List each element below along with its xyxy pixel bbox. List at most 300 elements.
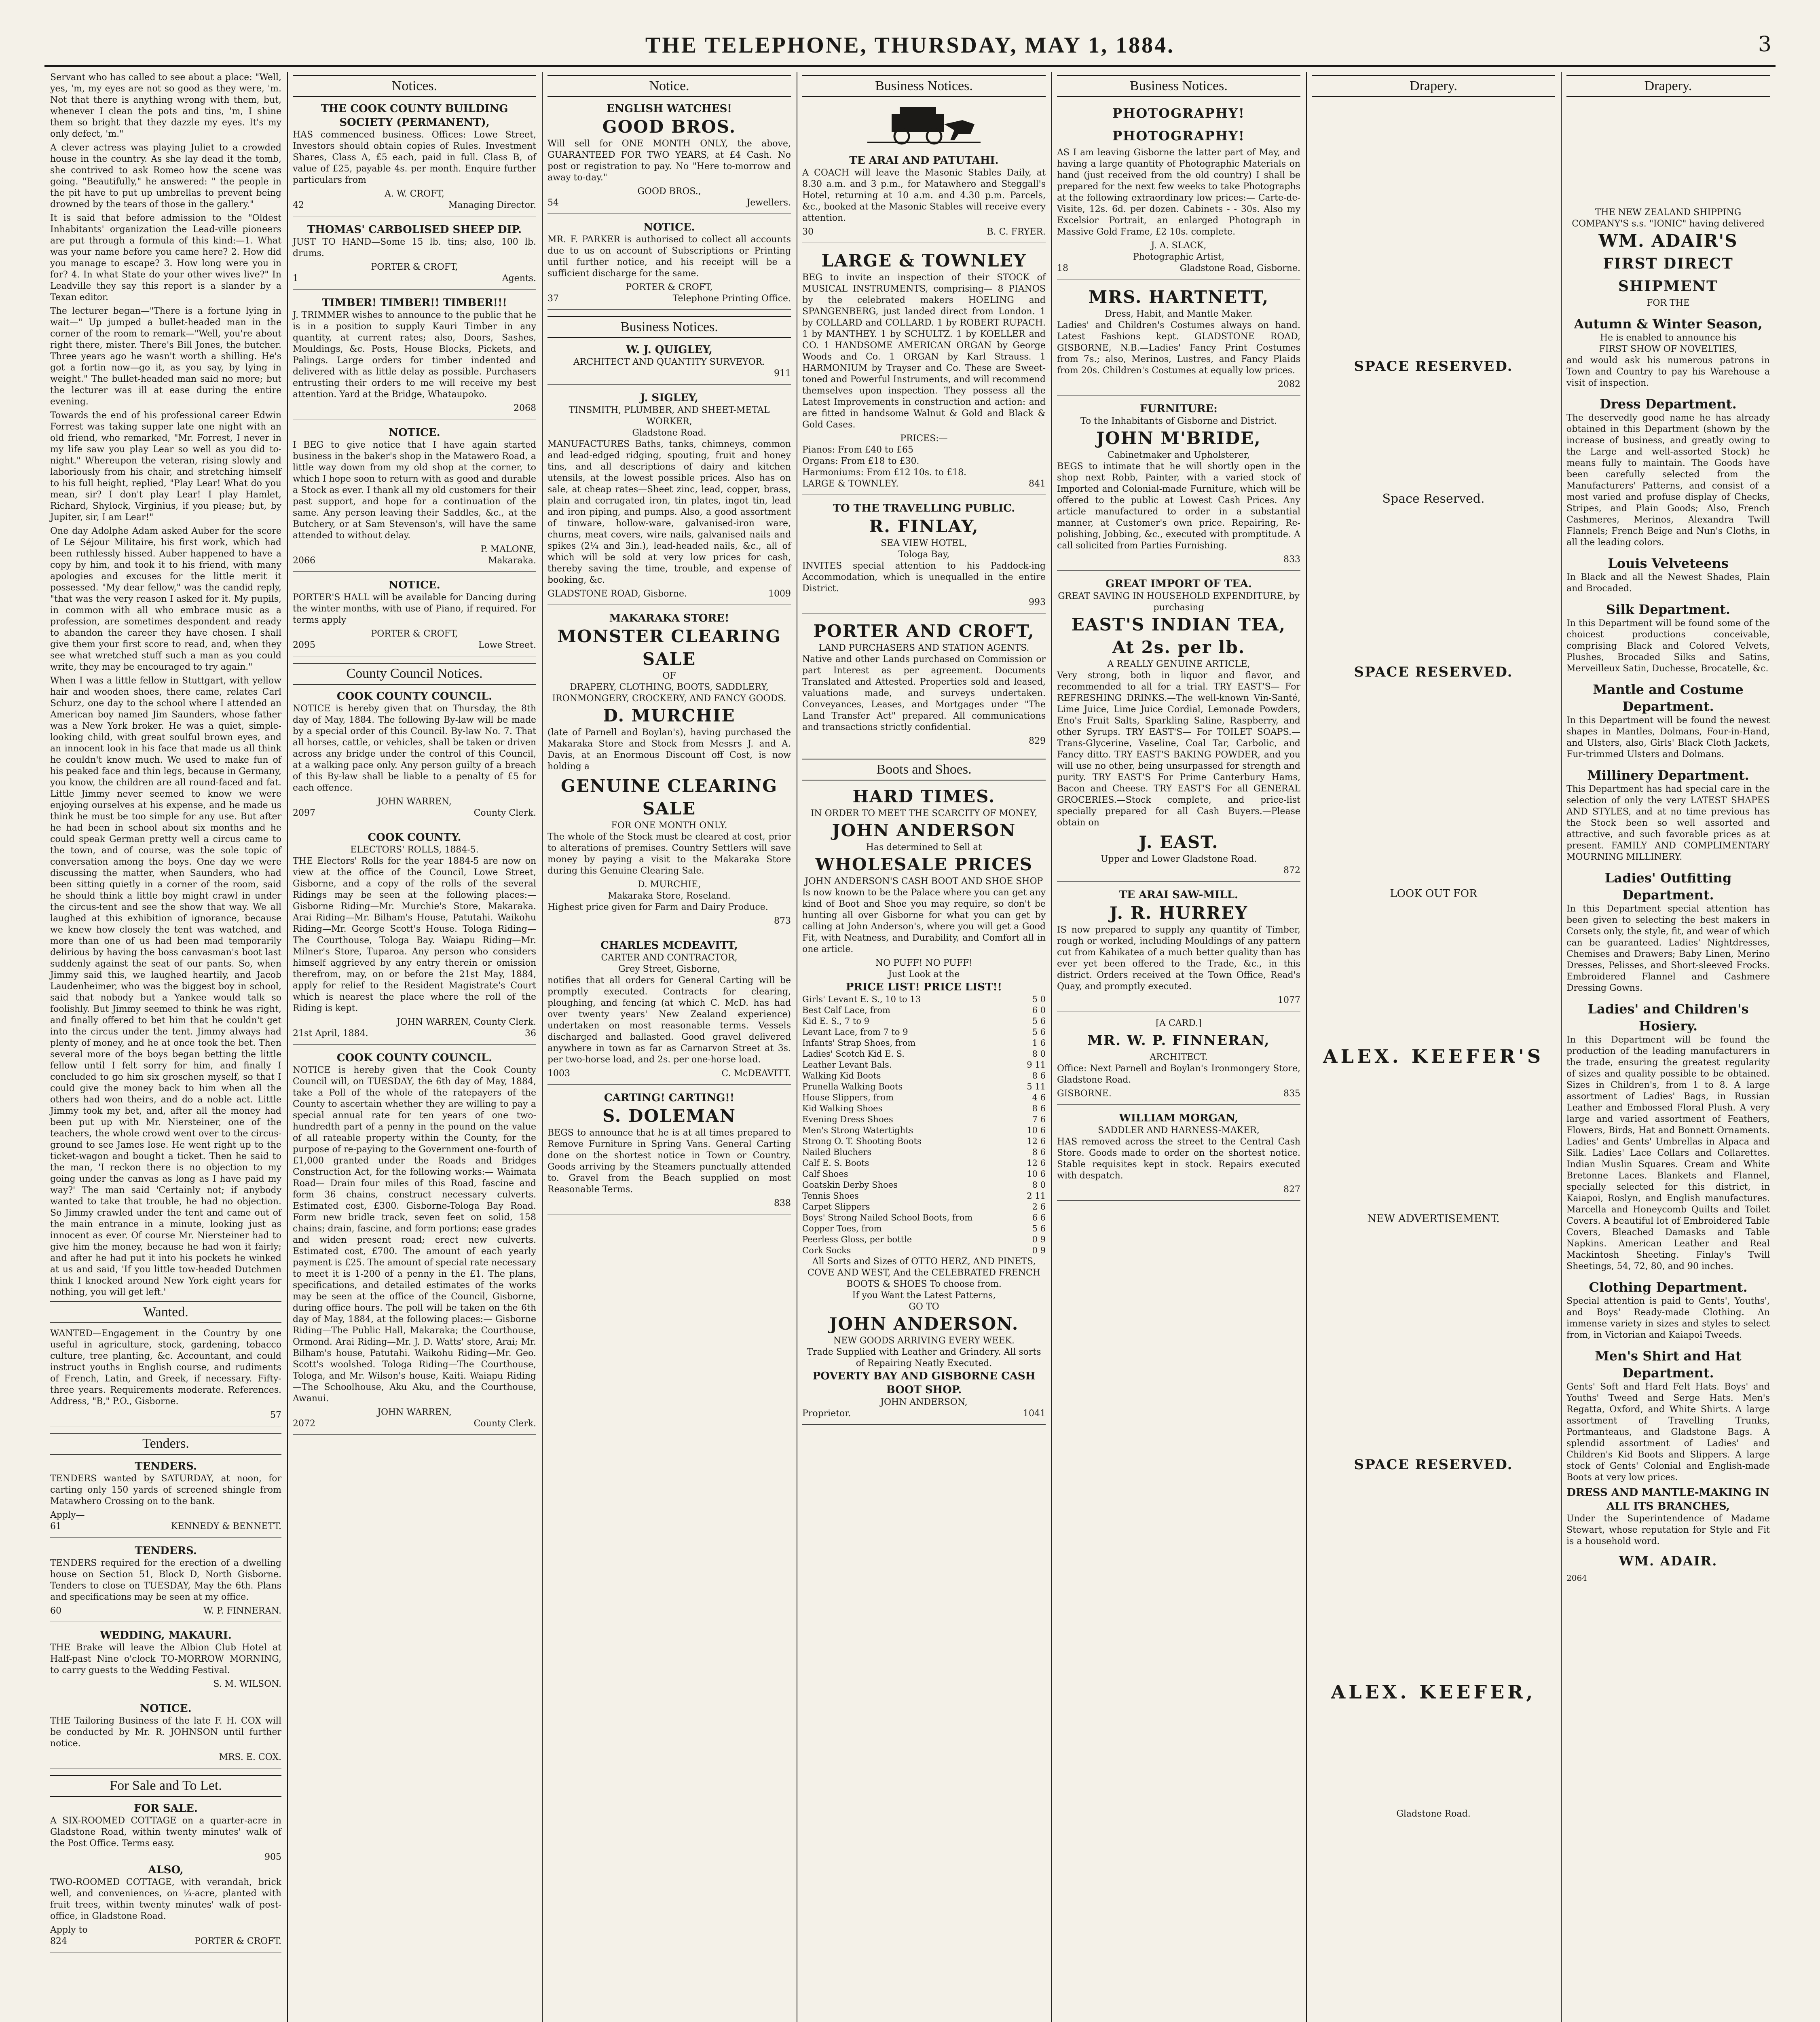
ad-number: 60 <box>50 1606 61 1616</box>
ad-signature: PORTER & CROFT, <box>626 282 713 292</box>
ad-list: DRAPERY, CLOTHING, BOOTS, SADDLERY, IRONMONGERY, CROCKERY, AND FANCY GOODS. <box>552 682 786 704</box>
ad-text: Is now known to be the Palace where you can get any kind of Boot and Shoe you may require, so don't be hunting all over Gisborne for what you can get by calling at John Anderson's, where you will get a Good Fit, with Neatness, and Durability, and Comfort all in one article. <box>802 888 1046 954</box>
ad-number: 1 <box>293 273 298 283</box>
dept-text: In this Department will be found some of the choicest productions conceivable, comprising Black and Colored Velvets, Plushes, Brocaded Silks and Satins, Merveilleux Satin, Duchesse, Brocatelle, &c. <box>1566 618 1770 674</box>
ad-text: BEG to invite an inspection of their STOCK of MUSICAL INSTRUMENTS, comprising— 8 PIANOS by the celebrated makers HOELING and SPANGENBERG, just landed direct from London. 1 by COLLARD and COLLARD. 1 by ROBERT RUPACH. 1 by MANTHEY. 1 by SCHULTZ. 1 by KOELLER and CO. 1 HANDSOME AMERICAN ORGAN by George Woods and Co. 1 ORGAN by Karl Strauss. 1 HARMONIUM by Trayser and Co. These are Sweet-toned and Powerful Instruments, and will recommend themselves upon inspection. They possess all the Latest Improvements in construction and action: and are fitted in handsome Walnut & Gold and Black & Gold Cases. <box>802 273 1046 430</box>
ad-subheading: SADDLER AND HARNESS-MAKER, <box>1098 1125 1260 1136</box>
paragraph: One day Adolphe Adam asked Auber for the score of Le Séjour Militaire, his first work, which had been ruthlessly hissed. Auber happened to have a copy by him, and took it to his friend, with many apologies and excuses for the little merit it possessed. "My dear fellow," was the candid reply, "that was the very reason I asked for it. My pupils, in common with all who embrace music as a profession, are sometimes despondent and ready to abandon the career they have chosen. I shall give them your first score to read, and, when they see what wretched stuff such a man as you could write, they may be encouraged to try again." <box>50 526 281 672</box>
section-header-business: Business Notices. <box>802 75 1046 97</box>
ad-anderson <box>802 785 1046 1425</box>
list-item: Evening Dress Shoes 7 6 <box>802 1115 1046 1124</box>
ad-signature: JOHN WARREN, <box>377 1407 452 1417</box>
list-item: Copper Toes, from 5 6 <box>802 1224 1046 1233</box>
list-item: Calf Shoes 10 6 <box>802 1169 1046 1179</box>
ad-role: Managing Director. <box>448 200 536 210</box>
space-reserved: Space Reserved. <box>1382 492 1485 506</box>
ad-building-society <box>293 102 536 216</box>
paragraph: It is said that before admission to the "Oldest Inhabitants' organization the Lead-ville pioneers are put through a formula of this kind:—1. What was your name before you came here? 2. How did you manage to escape? 3. How long were you in for? 4. In what State do your other wives live?" In Leadville they say this report is a slander by a Texan editor. <box>50 213 281 302</box>
ad-collector-notice <box>547 220 791 310</box>
list-item: Men's Strong Watertights 10 6 <box>802 1125 1046 1135</box>
section-header-notices: Notices. <box>293 75 536 97</box>
ad-subheading: ARCHITECT. <box>1150 1052 1208 1062</box>
ad-signature: JOHN WARREN, County Clerk. <box>396 1017 536 1027</box>
ad-east-tea <box>1057 577 1300 882</box>
ad-sigley <box>547 391 791 605</box>
ad-signature: GISBORNE. <box>1057 1089 1112 1099</box>
ad-heading: COOK COUNTY. <box>368 831 461 844</box>
dept-heading: DRESS AND MANTLE-MAKING IN ALL ITS BRANCHES, <box>1566 1487 1770 1512</box>
paragraph: Towards the end of his professional career Edwin Forrest was taking supper late one night with an old friend, who remarked, "Mr. Forrest, I never in my life saw you play Lear so well as you did to-night." Whereupon the veteran, rising slowly and laboriously from his chair, and stretching himself to his full height, replied, "Play Lear! What do you mean, sir? I don't play Lear! I play Hamlet, Richard, Shylock, Virginius, if you please; but, by Jupiter, sir, I am Lear!" <box>50 410 281 522</box>
price-line: Pianos: From £40 to £65 <box>802 445 913 455</box>
price-line: Organs: From £18 to £30. <box>802 456 920 466</box>
keefer-name: ALEX. KEEFER, <box>1331 1681 1536 1703</box>
ad-signature: D. MURCHIE, <box>637 880 701 890</box>
ad-text: BEGS to announce that he is at all times prepared to Remove Furniture in Spring Vans. General Carting done on the shortest notice in Town or Country. Goods arriving by the Steamers punctually attended to. Gravel from the Beach supplied on most Reasonable Terms. <box>547 1128 791 1195</box>
list-item: Tennis Shoes 2 11 <box>802 1191 1046 1201</box>
ad-role: Makaraka. <box>488 556 536 566</box>
ad-text: BEGS to intimate that he will shortly open in the shop next Robb, Painter, with a varied stock of Imported and Colonial-made Furniture, which will be offered to the public at Lowest Cash Prices. Any article manufactured to order in a substantial manner, at Customer's own price. Repairing, Re-polishing, Jobbing, &c., executed with promptitude. A call solicited from Parties Furnishing. <box>1057 461 1300 551</box>
ad-number: 1009 <box>768 589 791 599</box>
ad-text: MANUFACTURES Baths, tanks, chimneys, common and lead-edged ridging, spouting, fruit and honey tins, and all descriptions of dairy and kitchen utensils, at the lowest possible prices. Also has on sale, at cheap rates—Sheet zinc, lead, copper, brass, plain and corrugated iron, tin plates, ingot tin, lead and iron piping, and pumps. Also, a good assortment of tinware, hollow-ware, galvanised-iron ware, churns, meat covers, wire nails, galvanised nails and spikes (2¼ and 3in.), lead-headed nails, &c., all of which will be sold at very low prices for cash, thereby saving the time, trouble, and expense of booking, &c. <box>547 439 791 585</box>
ad-heading: THE COOK COUNTY BUILDING SOCIETY (PERMANENT), <box>321 103 508 129</box>
ad-subheading: PRICES:— <box>900 434 948 444</box>
ad-number: 2064 <box>1566 1573 1587 1583</box>
ad-signature: MRS. E. COX. <box>219 1752 281 1762</box>
list-item: Cork Socks 0 9 <box>802 1246 1046 1255</box>
ad-number: 993 <box>1029 597 1046 607</box>
ad-number: 833 <box>1283 554 1300 565</box>
ad-heading: TE ARAI SAW-MILL. <box>1119 889 1239 901</box>
ad-text: Office: Next Parnell and Boylan's Ironmongery Store, Gladstone Road. <box>1057 1064 1300 1085</box>
paragraph: A clever actress was playing Juliet to a crowded house in the country. As she lay dead it the tomb, she contrived to ask Romeo how the scene was going. "Beautifully," he answered: " the people in the pit have to put up umbrellas to prevent being drowned by the tears of those in the gallery." <box>50 143 281 209</box>
list-item: Prunella Walking Boots 5 11 <box>802 1082 1046 1091</box>
ad-subheading: CARTER AND CONTRACTOR, <box>601 953 738 963</box>
ad-number: 872 <box>1283 865 1300 876</box>
ad-subheading: ELECTORS' ROLLS, 1884-5. <box>350 845 479 855</box>
ad-sheep-dip <box>293 223 536 290</box>
ad-poll-notice <box>293 1051 536 1435</box>
section-header-tenders: Tenders. <box>50 1433 281 1455</box>
dept-heading: Louis Velveteens <box>1608 556 1729 571</box>
list-item: Calf E. S. Boots 12 6 <box>802 1158 1046 1168</box>
ad-heading: GREAT IMPORT OF TEA. <box>1105 578 1252 590</box>
section-header-sale: For Sale and To Let. <box>50 1775 281 1797</box>
ad-display-name: MONSTER CLEARING SALE <box>557 626 781 669</box>
ad-number: 61 <box>50 1521 61 1531</box>
ad-number: 30 <box>802 227 814 237</box>
ad-heading: ENGLISH WATCHES! <box>607 103 732 115</box>
ad-subheading: OF <box>662 671 676 681</box>
ad-mcdeavitt <box>547 939 791 1085</box>
notice-text: LOOK OUT FOR <box>1390 888 1477 900</box>
ad-display-name: LARGE & TOWNLEY <box>821 251 1027 271</box>
keefer-address: Gladstone Road. <box>1396 1809 1471 1819</box>
list-item: Kid Walking Shoes 8 6 <box>802 1104 1046 1113</box>
column-1 <box>44 72 287 2022</box>
ad-signature: PORTER & CROFT. <box>194 1936 281 1946</box>
ad-porters-hall <box>293 578 536 656</box>
price-list <box>802 994 1046 1256</box>
ad-text: TENDERS required for the erection of a dwelling house on Section 51, Block D, North Gisborne. Tenders to close on TUESDAY, May the 6th. Plans and specifications may be seen at my office. <box>50 1558 281 1602</box>
ad-text: HAS commenced business. Offices: Lowe Street, Investors should obtain copies of Rules. Investment Shares, Class A, £5 each, paid in full. Class B, of value of £25, payable 4s. per month. Enquire further particulars from <box>293 130 536 185</box>
ad-signature: PORTER & CROFT, <box>371 262 458 272</box>
ad-subheading: NO PUFF! NO PUFF! <box>875 958 973 968</box>
ad-number: 2066 <box>293 556 315 566</box>
dept-text: In this Department will be found the newest shapes in Mantles, Dolmans, Four-in-Hand, and Ulsters, also, Girls' Black Cloth Jackets, Fur-trimmed Ulsters and Dolmans. <box>1566 715 1770 759</box>
ad-number: 37 <box>547 294 559 304</box>
ad-heading: J. SIGLEY, <box>640 392 698 404</box>
ad-finlay <box>802 501 1046 613</box>
ad-number: 2095 <box>293 640 315 650</box>
ad-mbride <box>1057 402 1300 571</box>
ad-heading: TENDERS. <box>135 1545 197 1557</box>
adair-invite: and would ask his numerous patrons in Town and Country to pay his Warehouse a visit of inspection. <box>1566 355 1770 388</box>
ad-makaraka-store <box>547 611 791 932</box>
ad-text: HAS removed across the street to the Central Cash Store. Goods made to order on the shortest notice. Stable requisites kept in stock. Repairs executed with despatch. <box>1057 1137 1300 1181</box>
ad-subheading: TINSMITH, PLUMBER, AND SHEET-METAL WORKER, <box>569 405 770 427</box>
list-item: Infants' Strap Shoes, from 1 6 <box>802 1038 1046 1048</box>
ad-text: THE Tailoring Business of the late F. H. COX will be conducted by Mr. R. JOHNSON until further notice. <box>50 1716 281 1749</box>
ad-display-name: R. FINLAY, <box>869 516 979 536</box>
paragraph: The lecturer began—"There is a fortune lying in wait—" Up jumped a bullet-headed man in the corner of the room to remark—"Well, you're about right there, mister. There's Bill Jones, the butcher. Three years ago he wasn't worth a shilling. He's got a fortin now—go it, as you say, by lying in weight." The bullet-headed man said no more; but the lecturer was ill at ease during the entire evening. <box>50 306 281 407</box>
dept-heading: Ladies' Outfitting Department. <box>1604 870 1732 903</box>
ad-signature: S. M. WILSON. <box>213 1679 281 1689</box>
ad-signature: GOOD BROS., <box>637 186 701 197</box>
adair-intro: THE NEW ZEALAND SHIPPING COMPANY'S s.s. "IONIC" having delivered <box>1572 207 1765 229</box>
ad-number: 873 <box>774 916 791 926</box>
ad-role: Proprietor. <box>802 1409 851 1419</box>
ad-text: ARCHITECT AND QUANTITY SURVEYOR. <box>573 357 765 367</box>
notice-text: NEW ADVERTISEMENT. <box>1367 1213 1500 1225</box>
ad-number: 36 <box>525 1028 536 1038</box>
ad-signature: W. P. FINNERAN. <box>203 1606 281 1616</box>
ad-display-name: J. EAST. <box>1139 832 1219 852</box>
ad-signature: P. MALONE, <box>480 544 536 554</box>
list-item: House Slippers, from 4 6 <box>802 1093 1046 1102</box>
ad-text: AS I am leaving Gisborne the latter part of May, and having a large quantity of Photographic Materials on hand (just received from the old country) I shall be prepared for the next few weeks to take Photographs at the following extraordinary low prices:— Carte-de-Visite, 12s. 6d. per dozen. Cabinets - - 30s. Also my Excelsior Portrait, an enlarged Photograph in Massive Gold Frame, £2 10s. complete. <box>1057 148 1300 237</box>
ad-display-name: WHOLESALE PRICES <box>815 854 1033 874</box>
adair-for: FOR THE <box>1647 298 1690 308</box>
ad-role: County Clerk. <box>473 1419 536 1429</box>
ad-text: PORTER'S HALL will be available for Dancing during the winter months, with use of Piano, if required. For terms apply <box>293 592 536 625</box>
space-reserved: SPACE RESERVED. <box>1354 664 1513 680</box>
ad-heading: WILLIAM MORGAN, <box>1119 1112 1239 1124</box>
dept-text: In this Department special attention has been given to selecting the best makers in Corsets only, the style, fit, and wear of which can be guaranteed. Ladies' Nightdresses, Chemises and Drawers; Baby Linen, Merino Dresses, Pelisses, and Short-sleeved Frocks. Embroidered Flannel and Cashmere Dressing Gowns. <box>1566 904 1770 993</box>
ad-display-name: At 2s. per lb. <box>1112 637 1245 657</box>
ad-number: 838 <box>774 1198 791 1208</box>
ad-text: All Sorts and Sizes of OTTO HERZ, AND PINETS, COVE AND WEST, And the CELEBRATED FRENCH BOOTS & SHOES To choose from. <box>807 1256 1041 1289</box>
column-6 <box>1306 72 1561 2022</box>
list-item: Kid E. S., 7 to 9 5 6 <box>802 1016 1046 1026</box>
dept-text: In Black and all the Newest Shades, Plain and Brocaded. <box>1566 572 1770 594</box>
ad-number: 911 <box>774 368 791 379</box>
ad-signature: JOHN ANDERSON, <box>880 1397 968 1407</box>
paragraph: When I was a little fellow in Stuttgart, with yellow hair and wooden shoes, there came, relates Carl Schurz, one day to the school where I attended an American boy named Jim Saunders, whose father was a New York broker. He was a quiet, simple-looking child, with great soulful brown eyes, and an innocent look in his face that made us all think he couldn't know much. We used to make fun of his peaked face and thin legs, because in Germany, you know, the children are all round-faced and fat. Little Jimmy never seemed to know we were enjoying ourselves at his expense, and he made us think he must be too simple for any use. But after he had been in school about six months and he could speak German pretty well a circus came to the town, and of course, was the sole topic of conversation among the boys. One day we were discussing the matter, when Saunders, who had been sitting quietly in a corner of the room, said he should think a little boy might crawl in under the circus-tent and see the show that way. We all laughed at this exhibition of ignorance, because we knew how closely the tent was watched, and more than one of us had been mad temporarily delirious by having the boss canvasman's boot last suddenly against the seat of our pants. So, when Jimmy said this, we laughed heartily, and Jacob Laudenheimer, who was the biggest boy in school, said that nobody but a Yankee would talk so foolishly. But Jimmy seemed to think he was right, and finally offered to bet him that he couldn't get into the circus under the tent. Jimmy always had plenty of money, and he at once took the bet. Then several more of the boys began betting the little fellow until I felt sorry for him, and finally I concluded to go him six groschen myself, so that I could give the money back to him when all the others had won theirs, and do a noble act. Little Jimmy took my bet, and, after all the money had been put up with Mr. Niersteiner, one of the teachers, the whole crowd went over to the circus-ground to see James lose. He went right up to the ticket-wagon and bought a ticket. Then he said to the man, 'I reckon there is no objection to my going under the canvas as long as I have paid my way?' The man said 'Certainly not; if anybody wanted to take that trouble, he had no objection. So Jimmy crawled under the tent and came out of the main entrance in a minute, looking just as innocent as ever. Of course Mr. Niersteiner had to give him the money, because he had won it fairly; and after he had put it into his pockets he winked at us and said, 'If you little tow-headed Dutchmen think I knocked around New York eight years for nothing, you will get left.' <box>50 676 281 1297</box>
ad-subheading: A REALLY GENUINE ARTICLE, <box>1107 659 1250 669</box>
ad-subheading: LAND PURCHASERS AND STATION AGENTS. <box>818 643 1029 653</box>
ad-text: If you Want the Latest Patterns, <box>852 1290 996 1301</box>
dept-heading: Men's Shirt and Hat Department. <box>1595 1348 1742 1381</box>
ad-role: Photographic Artist, <box>1133 252 1225 262</box>
ad-text: IS now prepared to supply any quantity of Timber, rough or worked, including Mouldings of any pattern cut from Kahikatea of a much better quality than has ever yet been offered to the Trade, &c., in this district. Orders received at the Town Office, Read's Quay, and promptly executed. <box>1057 925 1300 992</box>
ad-subheading: SEA VIEW HOTEL, <box>881 538 967 548</box>
section-header-drapery: Drapery. <box>1312 75 1555 97</box>
list-item: Nailed Bluchers 8 6 <box>802 1147 1046 1157</box>
ad-quigley <box>547 343 791 385</box>
ad-display-name: GOOD BROS. <box>602 117 736 137</box>
ad-text: J. TRIMMER wishes to announce to the public that he is in a position to supply Kauri Timber in any quantity, at current rates; also, Doors, Sashes, Mouldings, &c. Posts, House Blocks, Pickets, and Palings. Large orders for timber indented and delivered with as little delay as possible. Purchasers entrusting their orders to me will receive my best attention. Yard at the Bridge, Whataupoko. <box>293 310 536 400</box>
dept-text: Special attention is paid to Gents', Youths', and Boys' Ready-made Clothing. An immense variety in sizes and styles to select from, in Victorian and Kaiapoi Tweeds. <box>1566 1296 1770 1340</box>
ad-number: 835 <box>1283 1089 1300 1099</box>
ad-heading: TENDERS. <box>135 1460 197 1472</box>
ad-number: 54 <box>547 198 559 208</box>
ad-address: Tologa Bay, <box>898 550 950 560</box>
dept-text: The deservedly good name he has already obtained in this Department (shown by the increase of business, and greatly owing to the Large and well-assorted Stock) he means fully to maintain. The Goods have been carefully selected from the Manufacturers' Patterns, and consist of a most varied and profuse display of Checks, Stripes, and Plain Goods; Also, French Cashmeres, Merinos, Alexandra Twill Flannels; French Beige and Nun's Cloths, in all the leading colors. <box>1566 413 1770 548</box>
ad-role: Telephone Printing Office. <box>672 294 791 304</box>
adair-signature: WM. ADAIR. <box>1619 1553 1718 1569</box>
dept-heading: Silk Department. <box>1606 602 1730 617</box>
ad-heading: MAKARAKA STORE! <box>609 612 729 624</box>
column-7 <box>1561 72 1776 2022</box>
ad-address: Gladstone Road. <box>632 428 706 438</box>
ad-text: Trade Supplied with Leather and Grindery. All sorts of Repairing Neatly Executed. <box>807 1347 1041 1368</box>
ad-text: THE Brake will leave the Albion Club Hotel at Half-past Nine o'clock TO-MORROW MORNING, to carry guests to the Wedding Festival. <box>50 1643 281 1675</box>
ad-text: (late of Parnell and Boylan's), having purchased the Makaraka Store and Stock from Messrs J. and A. Davis, at an Enormous Discount off Cost, is now holding a <box>547 728 791 772</box>
ad-display-name: JOHN ANDERSON <box>832 821 1016 840</box>
ad-text: Ladies' and Children's Costumes always on hand. Latest Fashions kept. GLADSTONE ROAD, GISBORNE, N.B.—Ladies' Fancy Print Costumes from 7s.; also, Merinos, Lustres, and Fancy Plaids from 20s. Children's Costumes at equally low prices. <box>1057 320 1300 376</box>
ad-heading: W. J. QUIGLEY, <box>626 344 712 356</box>
ad-timber <box>293 296 536 419</box>
ad-heading: PRICE LIST! PRICE LIST!! <box>846 981 1002 993</box>
masthead-rule <box>44 65 1776 67</box>
ad-heading: TO THE TRAVELLING PUBLIC. <box>833 502 1015 514</box>
ad-notice-tailoring <box>50 1702 281 1768</box>
ad-heading: NOTICE. <box>389 579 440 591</box>
ad-apply: Apply to <box>50 1925 88 1935</box>
ad-text: Very strong, both in liquor and flavor, and recommended to all for a trial. TRY EAST'S— For REFRESHING DRINKS.—The well-known Vin-Santé, Lime Juice, Lime Juice Cordial, Lemonade Powders, Eno's Fruit Salts, Sparkling Saline, Raspberry, and other Syrups. TRY EAST'S— For TOILET SOAPS.—Trans-Glycerine, Vaseline, Coal Tar, Carbolic, and Fancy ditto. TRY EAST'S BAKING POWDER, and you will use no other, being unsurpassed for strength and purity. TRY EAST'S For Prime Canterbury Hams, Bacon and Cheese. TRY EAST'S For all GENERAL GROCERIES.—Stock complete, and price-list specially prepared for all Cash Buyers.—Please obtain on <box>1057 670 1300 828</box>
ad-heading: CHARLES MCDEAVITT, <box>600 939 738 952</box>
ad-heading: [A CARD.] <box>1156 1018 1202 1028</box>
space-reserved: SPACE RESERVED. <box>1354 1457 1513 1473</box>
ad-signature: LARGE & TOWNLEY. <box>802 479 899 489</box>
dept-heading: Clothing Department. <box>1589 1280 1748 1295</box>
ad-address: Grey Street, Gisborne, <box>618 964 720 974</box>
section-header-business: Business Notices. <box>1057 75 1300 97</box>
column-5 <box>1051 72 1306 2022</box>
space-reserved: SPACE RESERVED. <box>1354 358 1513 374</box>
list-item: Boys' Strong Nailed School Boots, from 6 6 <box>802 1213 1046 1223</box>
ad-baker-notice <box>293 426 536 572</box>
list-item: Levant Lace, from 7 to 9 5 6 <box>802 1027 1046 1037</box>
ad-number: 1003 <box>547 1068 570 1079</box>
list-item: Leather Levant Bals. 9 11 <box>802 1060 1046 1070</box>
dept-text: Gents' Soft and Hard Felt Hats. Boys' and Youths' Tweed and Serge Hats. Men's Regatta, Oxford, and White Shirts. A large assortment of Travelling Trunks, Portmanteaus, and Gladstone Bags. A splendid assortment of Ladies' and Children's Kid Boots and Slippers. A large stock of Gents' Colonial and English-made Boots at very low prices. <box>1566 1382 1770 1483</box>
ad-morgan <box>1057 1111 1300 1201</box>
ad-heading: POVERTY BAY AND GISBORNE CASH BOOT SHOP. <box>812 1370 1036 1396</box>
list-item: Girls' Levant E. S., 10 to 13 5 0 <box>802 994 1046 1004</box>
ad-heading: ALSO, <box>148 1864 184 1876</box>
ad-text: A SIX-ROOMED COTTAGE on a quarter-acre in Gladstone Road, within twenty minutes' walk of the Post Office. Terms easy. <box>50 1816 281 1849</box>
ad-electors-rolls <box>293 831 536 1045</box>
ad-number: 827 <box>1283 1184 1300 1195</box>
list-item: Carpet Slippers 2 6 <box>802 1202 1046 1212</box>
ad-text: Native and other Lands purchased on Commission or part Interest as per agreement. Documents Translated and Attested. Properties sold and leased, valuations made, and surveys undertaken. Conveyances, Leases, and Mortgages under "The Land Transfer Act" prepared. All communications and transactions strictly confidential. <box>802 654 1046 732</box>
page-number: 3 <box>1758 32 1771 57</box>
ad-wanted <box>50 1328 281 1426</box>
section-header-drapery: Drapery. <box>1566 75 1770 97</box>
ad-text: WANTED—Engagement in the Country by one useful in agriculture, stock, gardening, tobacco culture, tree planting, &c. Accountant, and could instruct youths in English course, and rudiments of French, Latin, and Greek, if necessary. Fifty-three years. Requirements moderate. References. Address, "B," P.O., Gisborne. <box>50 1328 281 1407</box>
ad-text: GO TO <box>909 1302 939 1312</box>
ad-subheading: FOR ONE MONTH ONLY. <box>611 821 727 831</box>
adair-season: Autumn & Winter Season, <box>1574 316 1763 332</box>
ad-text: NOTICE is hereby given that on Thursday, the 8th day of May, 1884. The following By-law will be made by a special order of this Council. By-law No. 7. That all horses, cattle, or vehicles, shall be taken or driven across any bridge under the control of this Council, at a walking pace only. Any person guilty of a breach of this By-law shall be liable to a penalty of £5 for each offence. <box>293 704 536 793</box>
ad-display-name: HARD TIMES. <box>852 787 996 806</box>
ad-display-name: GENUINE CLEARING SALE <box>561 776 778 819</box>
ad-role: Jewellers. <box>746 198 791 208</box>
ad-number: 2082 <box>1278 379 1300 389</box>
ad-for-sale <box>50 1802 281 1952</box>
ad-text: Highest price given for Farm and Dairy Produce. <box>547 902 768 912</box>
ad-subheading: Has determined to Sell at <box>866 842 982 852</box>
price-line: Harmoniums: From £12 10s. to £18. <box>802 467 967 478</box>
ad-display-name: MRS. HARTNETT, <box>1088 287 1269 307</box>
masthead-title: THE TELEPHONE, THURSDAY, MAY 1, 1884. <box>645 33 1175 58</box>
list-item: Best Calf Lace, from 6 0 <box>802 1005 1046 1015</box>
ad-text: I BEG to give notice that I have again started business in the baker's shop in the Matawero Road, a little way down from my old shop at the corner, to which I hope soon to return with as good and durable a Stock as ever. I thank all my old customers for their past support, and hope for a continuation of the same. Any person leaving their Saddles, &c., at the Butchery, or at Sam Stevenson's, will have the same attended to without delay. <box>293 440 536 541</box>
ad-heading: NOTICE. <box>140 1703 192 1715</box>
coach-icon <box>863 102 985 146</box>
ad-subheading: IN ORDER TO MEET THE SCARCITY OF MONEY, <box>810 808 1038 819</box>
column-3 <box>542 72 797 2022</box>
ad-heading: COOK COUNTY COUNCIL. <box>336 1052 493 1064</box>
section-header-boots: Boots and Shoes. <box>802 759 1046 780</box>
list-item: Peerless Gloss, per bottle 0 9 <box>802 1235 1046 1244</box>
ad-heading: NOTICE. <box>643 221 695 233</box>
ad-text: TWO-ROOMED COTTAGE, with verandah, brick well, and conveniences, on ¼-acre, planted with fruit trees, within twenty minutes' walk of post-office, in Gladstone Road. <box>50 1877 281 1921</box>
ad-porter-croft-land <box>802 620 1046 752</box>
section-header-county-council: County Council Notices. <box>293 663 536 685</box>
ad-photography <box>1057 102 1300 279</box>
ad-number: 829 <box>1029 736 1046 746</box>
ad-address: Gladstone Road, Gisborne. <box>1180 263 1300 273</box>
ad-wedding <box>50 1629 281 1695</box>
ad-subheading: To the Inhabitants of Gisborne and District. <box>1080 416 1277 426</box>
ad-display-name: J. R. HURREY <box>1109 903 1248 923</box>
ad-text: The whole of the Stock must be cleared at cost, prior to alterations of premises. Country Settlers will save money by paying a visit to the Makaraka Store during this Genuine Clearing Sale. <box>547 832 791 876</box>
ad-signature: JOHN WARREN, <box>377 797 452 807</box>
ad-tender-shingle <box>50 1459 281 1538</box>
ad-number: 42 <box>293 200 304 210</box>
ad-signature: A. W. CROFT, <box>385 189 444 199</box>
ad-hartnett <box>1057 286 1300 396</box>
list-item: Goatskin Derby Shoes 8 0 <box>802 1180 1046 1190</box>
ad-large-townley <box>802 250 1046 495</box>
coach-illustration <box>802 102 1046 150</box>
ad-address: Upper and Lower Gladstone Road. <box>1100 854 1257 864</box>
ad-role: Makaraka Store, Roseland. <box>608 891 731 901</box>
ad-text: NOTICE is hereby given that the Cook County Council will, on TUESDAY, the 6th day of May, 1884, take a Poll of the whole of the ratepayers of the County to ascertain whether they are willing to pay a special annual rate for ten years of one two-hundredth part of a penny in the pound on the value of all rateable property within the County, for the purpose of re-paying to the Government one-fourth of £1,000 granted under the Roads and Bridges Construction Act, for the following works:— Waimata Road— Drain four miles of this Road, fascine and form 36 chains, construct necessary culverts. Estimated cost, £300. Gisborne-Tologa Bay Road. Form new bridle track, seven feet on solid, 158 chains; drain, fascine, and form portions; ease grades and widen present road; erect new culverts. Estimated cost, £700. The amount of each yearly payment is £25. The amount of special rate necessary to meet it is 1-200 of a penny in the £1. The plans, specifications, and detailed estimates of the works may be seen at the office of the Council, Gisborne, during office hours. The poll will be taken on the 6th day of May, 1884, at the following places:— Gisborne Riding—The Public Hall, Makaraka; the Courthouse, Ormond. Arai Riding—Mr. J. D. Watts' store, Arai; Mr. Bilham's house, Patutahi. Waikohu Riding—Mr. Geo. Scott's woolshed. Tologa Riding—The Courthouse, Tologa, and Mr. Wilson's house, Kaiti. Waiapu Riding—The Schoolhouse, Aku Aku, and the Courthouse, Awanui. <box>293 1065 536 1404</box>
dept-heading: Millinery Department. <box>1587 768 1749 783</box>
ad-signature: KENNEDY & BENNETT. <box>171 1521 281 1531</box>
ad-text: notifies that all orders for General Carting will be promptly executed. Contracts for clearing, ploughing, and fencing (at which C. McD. has had over twenty years' New Zealand experience) undertaken on most reasonable terms. Vessels discharged and ballasted. Good gravel delivered anywhere in town as far as Carnarvon Street at 3s. per two-horse load, and 2s. per one-horse load. <box>547 975 791 1065</box>
ad-heading: CARTING! CARTING!! <box>604 1092 735 1104</box>
ad-heading: COOK COUNTY COUNCIL. <box>336 690 493 702</box>
ad-coach <box>802 102 1046 243</box>
ad-role: Agents. <box>502 273 536 283</box>
ad-heading: FOR SALE. <box>134 1802 198 1815</box>
ad-tender-dwelling <box>50 1544 281 1622</box>
ad-text: MR. F. PARKER is authorised to collect all accounts due to us on account of Subscriptions or Printing until further notice, and his receipt will be a sufficient discharge for the same. <box>547 235 791 279</box>
ad-apply: Apply— <box>50 1510 85 1520</box>
ad-display-name: D. MURCHIE <box>603 706 736 725</box>
masthead <box>0 0 1820 61</box>
ad-subheading: NEW GOODS ARRIVING EVERY WEEK. <box>833 1336 1015 1346</box>
ad-text: TENDERS wanted by SATURDAY, at noon, for carting only 150 yards of screened shingle from Matawhero Crossing on to the bank. <box>50 1474 281 1506</box>
column-4 <box>797 72 1051 2022</box>
ad-signature: GLADSTONE ROAD, Gisborne. <box>547 589 687 599</box>
ad-display-name: PORTER AND CROFT, <box>813 621 1035 641</box>
ad-display-name: PHOTOGRAPHY! PHOTOGRAPHY! <box>1112 106 1245 144</box>
list-item: Ladies' Scotch Kid E. S. 8 0 <box>802 1049 1046 1059</box>
ad-text: JUST TO HAND—Some 15 lb. tins; also, 100 lb. drums. <box>293 237 536 258</box>
ad-text: Will sell for ONE MONTH ONLY, the above, GUARANTEED FOR TWO YEARS, at £4 Cash. No post or registration to pay. No "Here to-morrow and away to-day." <box>547 139 791 183</box>
dept-text: Under the Superintendence of Madame Stewart, whose reputation for Style and Fit is a household word. <box>1566 1514 1770 1546</box>
ad-text: THE Electors' Rolls for the year 1884-5 are now on view at the office of the Council, Lowe Street, Gisborne, and a copy of the rolls of the several Ridings may be seen at the following places:— Gisborne Riding—Mr. Murchie's Store, Makaraka. Arai Riding—Mr. Bilham's House, Patutahi. Waikohu Riding—Mr. George Scott's House. Tologa Riding—The Courthouse, Tologa Bay. Waiapu Riding—Mr. Milner's Store, Tuparoa. Any person who considers himself aggrieved by any entry therein or omission therefrom, may, on or before the 21st May, 1884, apply for relief to the Resident Magistrate's Court which is nearest the place where the roll of the Riding is kept. <box>293 856 536 1013</box>
ad-number: 18 <box>1057 263 1068 273</box>
section-header-notice: Notice. <box>547 75 791 97</box>
ad-number: 905 <box>264 1852 281 1862</box>
ad-display-name: JOHN ANDERSON. <box>829 1314 1019 1334</box>
section-header-business: Business Notices. <box>547 316 791 338</box>
ad-doleman <box>547 1091 791 1214</box>
dept-heading: Dress Department. <box>1600 396 1737 412</box>
ad-watches <box>547 102 791 214</box>
ad-subheading: JOHN ANDERSON'S CASH BOOT AND SHOE SHOP <box>805 876 1043 886</box>
list-item: Walking Kid Boots 8 6 <box>802 1071 1046 1081</box>
ad-number: 2072 <box>293 1419 315 1429</box>
ad-subheading: Cabinetmaker and Upholsterer, <box>1107 450 1250 460</box>
story-text <box>50 72 281 1298</box>
keefer-name: ALEX. KEEFER'S <box>1323 1045 1544 1067</box>
adair-show: FIRST SHOW OF NOVELTIES, <box>1599 344 1738 354</box>
ad-heading: TE ARAI AND PATUTAHI. <box>849 154 999 167</box>
ad-subheading: GREAT SAVING IN HOUSEHOLD EXPENDITURE, by purchasing <box>1058 591 1300 613</box>
ad-sawmill <box>1057 888 1300 1011</box>
adair-enabled: He is enabled to announce his <box>1600 333 1736 343</box>
ad-subheading: Just Look at the <box>888 969 960 979</box>
section-header-wanted: Wanted. <box>50 1301 281 1323</box>
ad-finneran-card <box>1057 1018 1300 1105</box>
ad-number: 1041 <box>1023 1409 1046 1419</box>
ad-number: 841 <box>1029 479 1046 489</box>
ad-text: A COACH will leave the Masonic Stables Daily, at 8.30 a.m. and 3 p.m., for Matawhero and Steggall's Hotel, returning at 10 a.m. and 4.30 p.m. Parcels, &c., booked at the Masonic Stables will receive every attention. <box>802 168 1046 223</box>
ad-date: 21st April, 1884. <box>293 1028 368 1038</box>
dept-text: In this Department will be found the production of the leading manufacturers in the trade, ensuring the greatest regularity of sizes and quality possible to be obtained. Sizes in Children's, from 1 to 8. A large assortment of Ladies' Bags, in Russian Leather and Embossed Floral Plush. A very large and varied assortment of Feathers, Flowers, Birds, Hat and Bonnett Ornaments. Ladies' and Gents' Umbrellas in Alpaca and Silk. Ladies' Lace Collars and Collarettes. Indian Muslin Squares. Cream and White Bretonne Laces. Blankets and Flannel, specially selected for this district, in Kaiapoi, Roslyn, and English manufactures. Marcella and Honeycomb Quilts and Toilet Covers. A beautiful lot of Embroidered Table Covers, Bleached Damasks and Table Napkins. American Leather and Real Mackintosh Sheeting. Finlay's Twill Sheetings, 54, 72, 80, and 90 inches. <box>1566 1035 1770 1271</box>
paragraph: Servant who has called to see about a place: "Well, yes, 'm, my eyes are not so good as they were, 'm. Not that there is anything wrong with them, but, whenever I clean the pots and tins, 'm, I shine them so bright that they dazzle my eyes. It's my only defect, 'm." <box>50 72 281 139</box>
dept-heading: Mantle and Costume Department. <box>1593 682 1744 714</box>
ad-signature: B. C. FRYER. <box>987 227 1046 237</box>
ad-number: 2097 <box>293 808 315 818</box>
ad-signature: J. A. SLACK, <box>1151 241 1207 251</box>
ad-number: 2068 <box>514 403 536 413</box>
column-2 <box>287 72 542 2022</box>
ad-subheading: Dress, Habit, and Mantle Maker. <box>1105 309 1253 319</box>
ad-heading: FURNITURE: <box>1140 403 1218 415</box>
ad-display-name: MR. W. P. FINNERAN, <box>1087 1032 1270 1049</box>
ad-display-name: EAST'S INDIAN TEA, <box>1071 615 1286 635</box>
ad-heading: THOMAS' CARBOLISED SHEEP DIP. <box>307 224 522 236</box>
ad-heading: WEDDING, MAKAURI. <box>100 1629 232 1641</box>
